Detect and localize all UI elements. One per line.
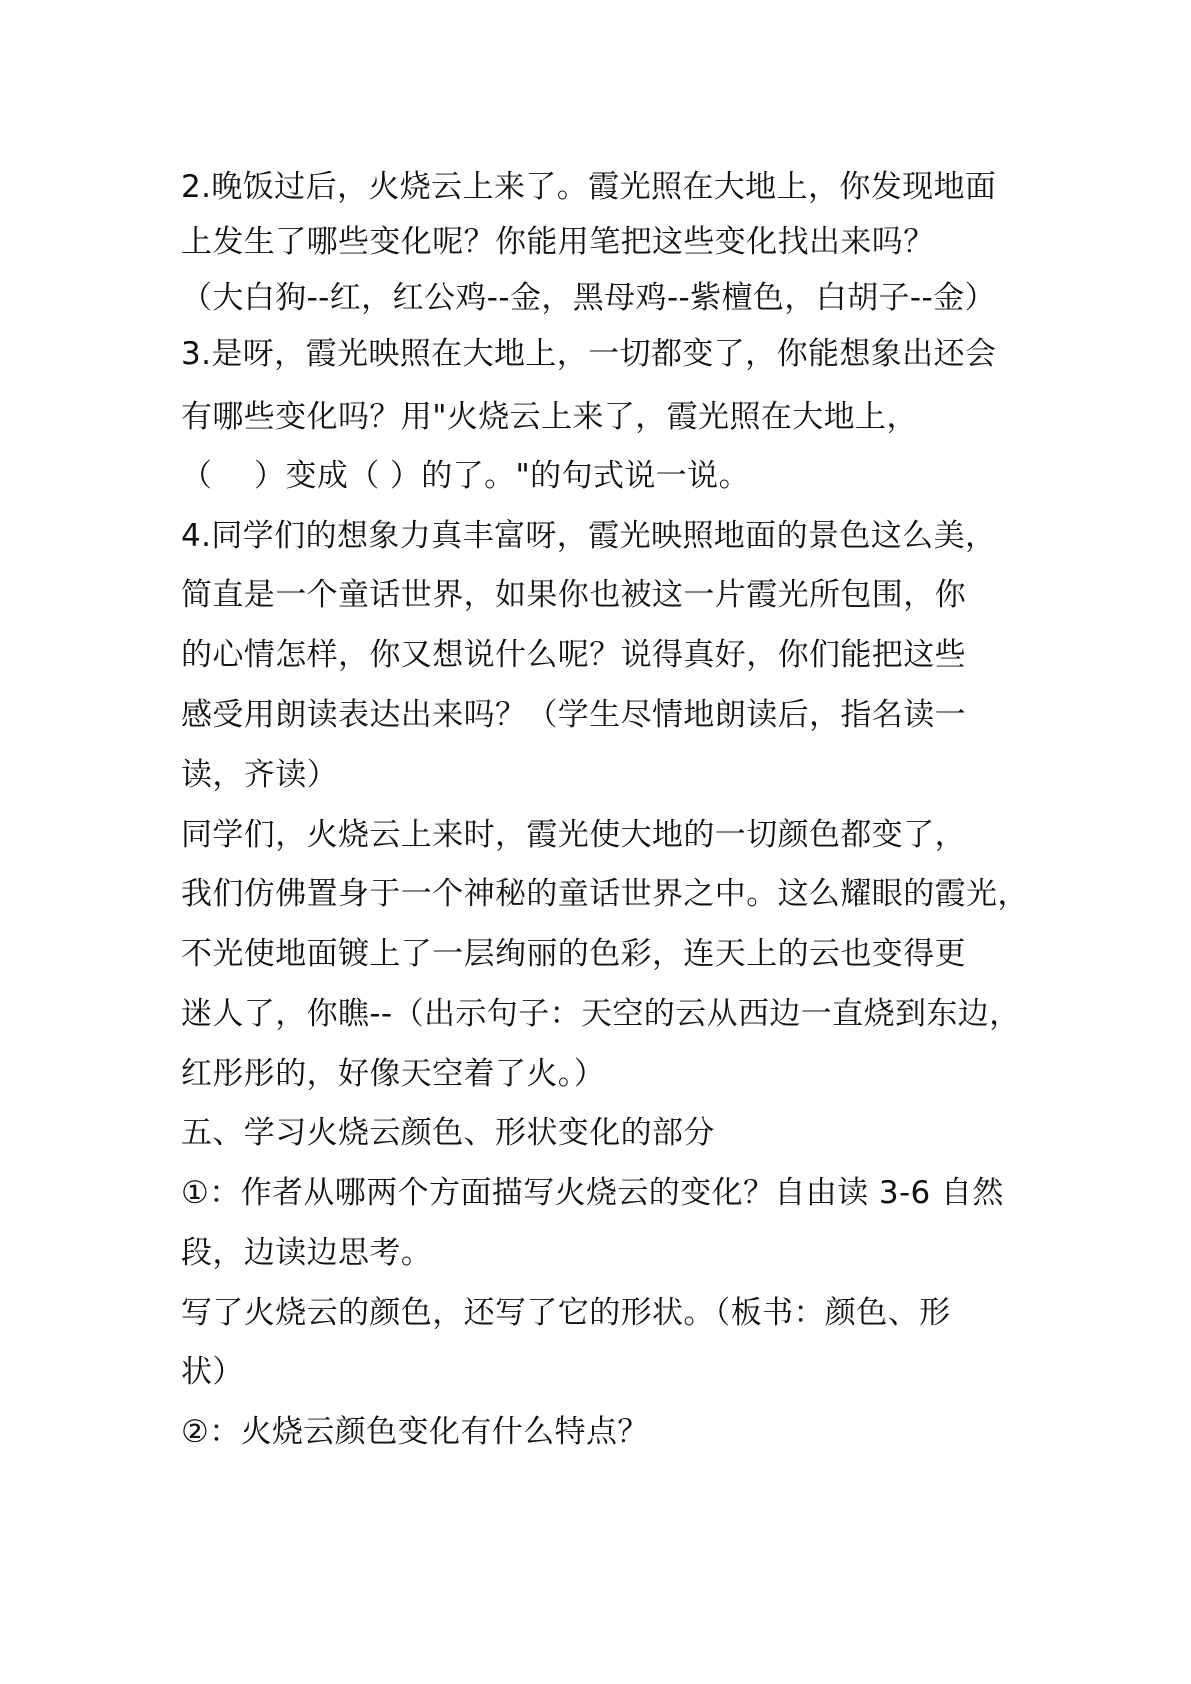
paragraph-line-10: 感受用朗读表达出来吗？（学生尽情地朗读后，指名读一 — [181, 697, 966, 733]
paragraph-line-8: 简直是一个童话世界，如果你也被这一片霞光所包围，你 — [181, 577, 966, 613]
paragraph-line-13: 我们仿佛置身于一个神秘的童话世界之中。这么耀眼的霞光， — [181, 876, 1029, 912]
paragraph-line-2: 上发生了哪些变化呢？你能用笔把这些变化找出来吗？ — [181, 224, 935, 260]
paragraph-line-16: 红彤彤的，好像天空着了火。） — [181, 1056, 606, 1092]
paragraph-line-18: ①：作者从哪两个方面描写火烧云的变化？自由读 3-6 自然 — [181, 1175, 1004, 1211]
paragraph-line-11: 读，齐读） — [181, 757, 338, 793]
paragraph-line-4: 3.是呀，霞光映照在大地上，一切都变了，你能想象出还会 — [181, 336, 997, 372]
paragraph-line-1: 2.晚饭过后，火烧云上来了。霞光照在大地上，你发现地面 — [181, 169, 997, 205]
paragraph-line-14: 不光使地面镀上了一层绚丽的色彩，连天上的云也变得更 — [181, 936, 966, 972]
paragraph-line-9: 的心情怎样，你又想说什么呢？说得真好，你们能把这些 — [181, 637, 966, 673]
paragraph-line-20: 写了火烧云的颜色，还写了它的形状。（板书：颜色、形 — [181, 1295, 951, 1331]
paragraph-line-7: 4.同学们的想象力真丰富呀，霞光映照地面的景色这么美， — [181, 518, 997, 554]
paragraph-line-21: 状） — [181, 1354, 244, 1390]
paragraph-line-15: 迷人了，你瞧--（出示句子：天空的云从西边一直烧到东边， — [181, 996, 1021, 1032]
section-heading: 五、学习火烧云颜色、形状变化的部分 — [181, 1115, 715, 1151]
paragraph-line-5: 有哪些变化吗？用"火烧云上来了，霞光照在大地上， — [181, 399, 918, 435]
paragraph-line-19: 段，边读边思考。 — [181, 1235, 433, 1271]
paragraph-line-3: （大白狗--红，红公鸡--金，黑母鸡--紫檀色，白胡子--金） — [181, 280, 996, 316]
paragraph-line-22: ②：火烧云颜色变化有什么特点？ — [181, 1414, 649, 1450]
paragraph-line-6: （ ）变成（ ）的了。"的句式说一说。 — [181, 458, 750, 494]
paragraph-line-12: 同学们，火烧云上来时，霞光使大地的一切颜色都变了， — [181, 817, 966, 853]
